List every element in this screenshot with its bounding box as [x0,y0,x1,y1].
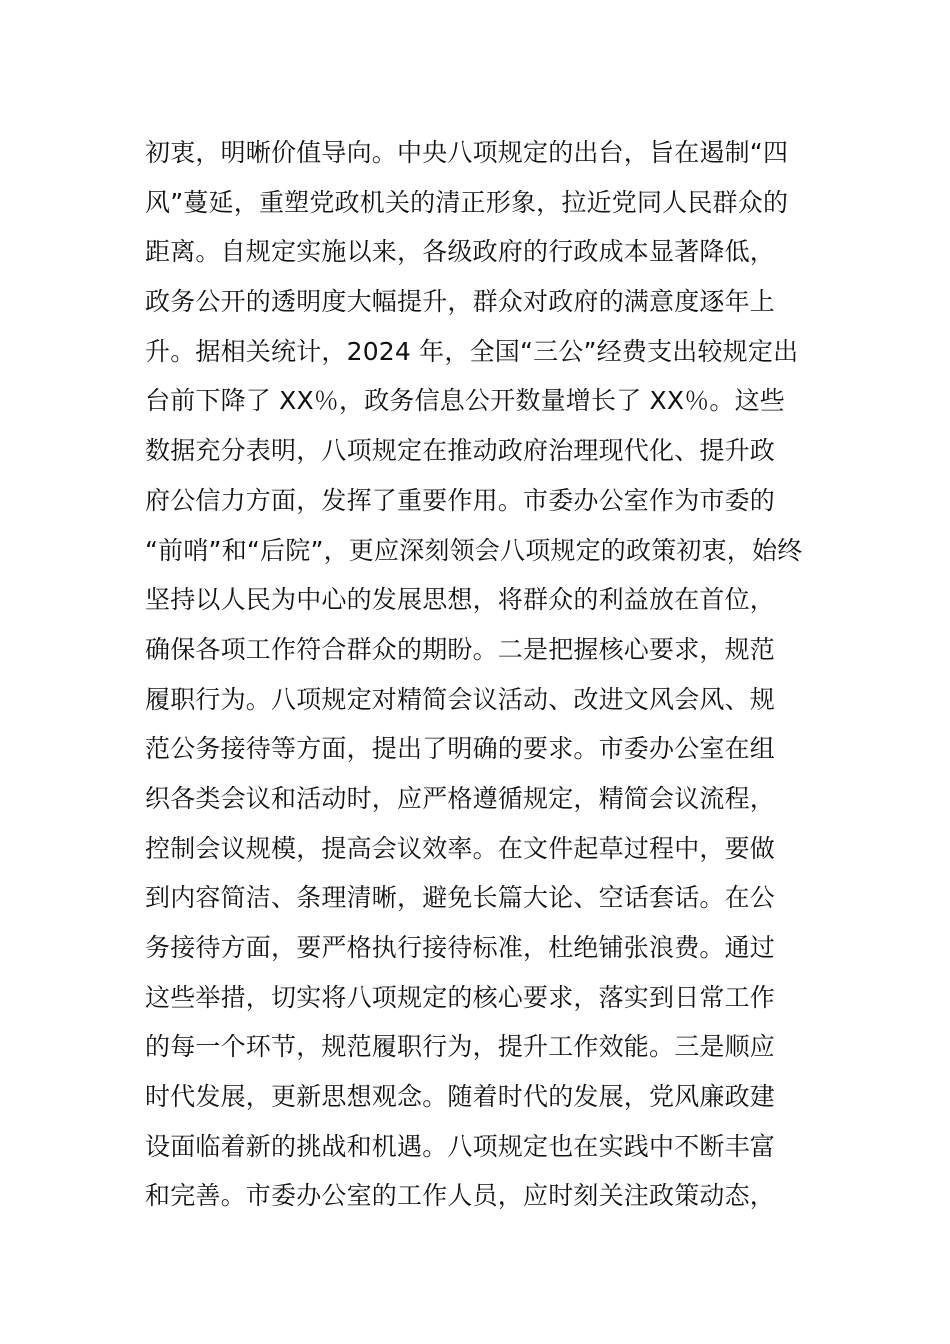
text-line: 控制会议规模，提高会议效率。在文件起草过程中，要做 [145,833,776,863]
text-line: 数据充分表明，八项规定在推动政府治理现代化、提升政 [145,436,776,466]
text-line: 范公务接待等方面，提出了明确的要求。市委办公室在组 [145,734,776,764]
text-line: “前哨”和“后院”，更应深刻领会八项规定的政策初衷，始终 [145,535,803,565]
text-line: 风”蔓延，重塑党政机关的清正形象，拉近党同人民群众的 [145,187,789,217]
text-line: 确保各项工作符合群众的期盼。二是把握核心要求，规范 [145,634,776,664]
text-line: 坚持以人民为中心的发展思想，将群众的利益放在首位， [145,585,776,615]
text-line: 的每一个环节，规范履职行为，提升工作效能。三是顺应 [145,1032,776,1062]
text-line: 政务公开的透明度大幅提升，群众对政府的满意度逐年上 [145,287,776,317]
text-line: 到内容简洁、条理清晰，避免长篇大论、空话套话。在公 [145,883,776,913]
text-line: 距离。自规定实施以来，各级政府的行政成本显著降低， [145,237,776,267]
text-line: 履职行为。八项规定对精简会议活动、改进文风会风、规 [145,684,776,714]
body-text [145,128,810,1221]
text-line: 务接待方面，要严格执行接待标准，杜绝铺张浪费。通过 [145,933,776,962]
text-line: 府公信力方面，发挥了重要作用。市委办公室作为市委的 [145,485,776,515]
text-line: 这些举措，切实将八项规定的核心要求，落实到日常工作 [145,982,776,1012]
text-line: 时代发展，更新思想观念。随着时代的发展，党风廉政建 [145,1082,776,1112]
text-line: 设面临着新的挑战和机遇。八项规定也在实践中不断丰富 [145,1131,776,1161]
text-line: 初衷，明晰价值导向。中央八项规定的出台，旨在遏制“四 [145,138,789,167]
text-line: 织各类会议和活动时，应严格遵循规定，精简会议流程， [145,783,776,813]
text-line: 和完善。市委办公室的工作人员，应时刻关注政策动态， [145,1181,776,1211]
text-line: 升。据相关统计，2024 年，全国“三公”经费支出较规定出 [145,336,799,366]
text-line: 台前下降了 XX％，政务信息公开数量增长了 XX％。这些 [145,386,786,416]
